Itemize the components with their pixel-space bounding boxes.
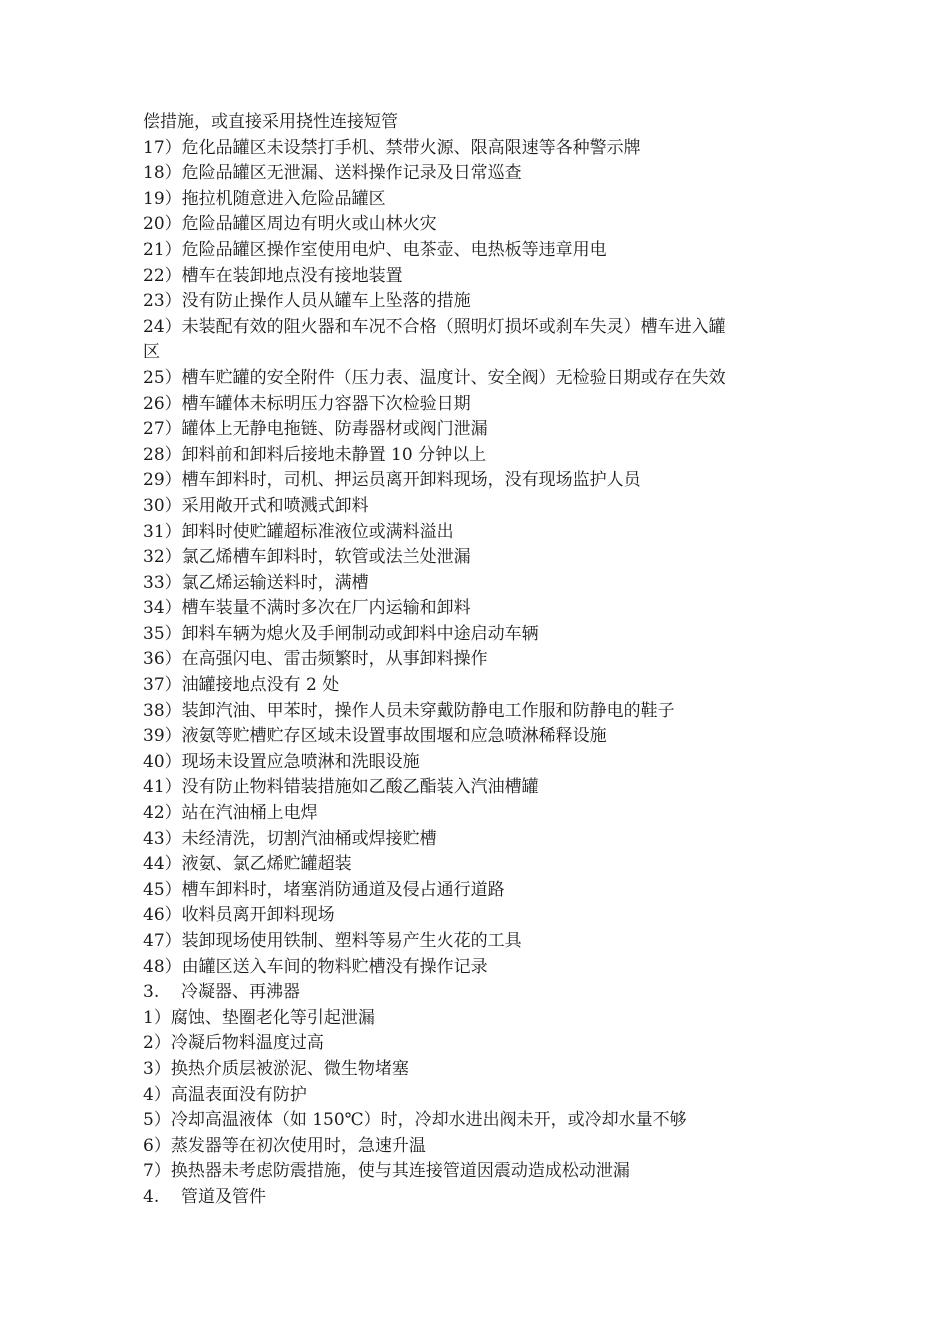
list-item: 5）冷却高温液体（如 150℃）时，冷却水进出阀未开，或冷却水量不够	[143, 1110, 687, 1131]
list-item: 36）在高强闪电、雷击频繁时，从事卸料操作	[143, 649, 488, 670]
list-item: 22）槽车在装卸地点没有接地装置	[143, 265, 403, 286]
list-item: 3）换热介质层被淤泥、微生物堵塞	[143, 1058, 409, 1079]
list-item: 30）采用敞开式和喷溅式卸料	[143, 495, 369, 516]
list-item: 17）危化品罐区未设禁打手机、禁带火源、限高限速等各种警示牌	[143, 137, 641, 158]
list-item: 18）危险品罐区无泄漏、送料操作记录及日常巡查	[143, 163, 522, 184]
section-heading-3	[143, 980, 803, 1006]
list-item: 38）装卸汽油、甲苯时，操作人员未穿戴防静电工作服和防静电的鞋子	[143, 700, 675, 721]
list-item: 43）未经清洗，切割汽油桶或焊接贮槽	[143, 828, 437, 849]
list-item: 23）没有防止操作人员从罐车上坠落的措施	[143, 291, 471, 312]
list-item: 21）危险品罐区操作室使用电炉、电茶壶、电热板等违章用电	[143, 239, 607, 260]
list-item: 32）氯乙烯槽车卸料时，软管或法兰处泄漏	[143, 547, 471, 568]
list-item: 37）油罐接地点没有 2 处	[143, 675, 340, 696]
list-item: 19）拖拉机随意进入危险品罐区	[143, 188, 386, 209]
list-item: 2）冷凝后物料温度过高	[143, 1033, 324, 1054]
section-number: 3.	[143, 982, 160, 1003]
list-item: 31）卸料时使贮罐超标准液位或满料溢出	[143, 521, 454, 542]
list-item: 29）槽车卸料时，司机、押运员离开卸料现场，没有现场监护人员	[143, 470, 641, 491]
list-item: 4）高温表面没有防护	[143, 1084, 307, 1105]
list-item: 35）卸料车辆为熄火及手闸制动或卸料中途启动车辆	[143, 623, 539, 644]
text-line: 区	[143, 342, 160, 363]
list-item: 34）槽车装量不满时多次在厂内运输和卸料	[143, 598, 471, 619]
list-item: 46）收料员离开卸料现场	[143, 905, 335, 926]
list-item: 40）现场未设置应急喷淋和洗眼设施	[143, 751, 420, 772]
list-item: 20）危险品罐区周边有明火或山林火灾	[143, 214, 437, 235]
list-item: 45）槽车卸料时，堵塞消防通道及侵占通行道路	[143, 879, 505, 900]
list-item: 7）换热器未考虑防震措施，使与其连接管道因震动造成松动泄漏	[143, 1161, 630, 1182]
section-title: 管道及管件	[181, 1186, 266, 1207]
list-item: 27）罐体上无静电拖链、防毒器材或阀门泄漏	[143, 419, 488, 440]
section-title: 冷凝器、再沸器	[181, 982, 300, 1003]
list-item: 39）液氨等贮槽贮存区域未设置事故围堰和应急喷淋稀释设施	[143, 726, 607, 747]
list-item: 42）站在汽油桶上电焊	[143, 803, 318, 824]
list-item: 6）蒸发器等在初次使用时，急速升温	[143, 1135, 426, 1156]
section-heading-4	[143, 1185, 803, 1211]
list-item: 41）没有防止物料错装措施如乙酸乙酯装入汽油槽罐	[143, 777, 539, 798]
list-item: 33）氯乙烯运输送料时，满槽	[143, 572, 369, 593]
document-body	[143, 110, 803, 1211]
list-item: 44）液氨、氯乙烯贮罐超装	[143, 854, 352, 875]
text-line: 偿措施，或直接采用挠性连接短管	[143, 112, 398, 132]
list-item: 24）未装配有效的阻火器和车况不合格（照明灯损坏或刹车失灵）槽车进入罐	[143, 316, 726, 337]
list-item: 47）装卸现场使用铁制、塑料等易产生火花的工具	[143, 931, 522, 951]
list-item: 25）槽车贮罐的安全附件（压力表、温度计、安全阀）无检验日期或存在失效	[143, 367, 726, 388]
section-number: 4.	[143, 1186, 160, 1207]
list-item: 28）卸料前和卸料后接地未静置 10 分钟以上	[143, 444, 487, 465]
list-item: 1）腐蚀、垫圈老化等引起泄漏	[143, 1007, 375, 1028]
list-item: 48）由罐区送入车间的物料贮槽没有操作记录	[143, 956, 488, 977]
list-item: 26）槽车罐体未标明压力容器下次检验日期	[143, 393, 471, 414]
